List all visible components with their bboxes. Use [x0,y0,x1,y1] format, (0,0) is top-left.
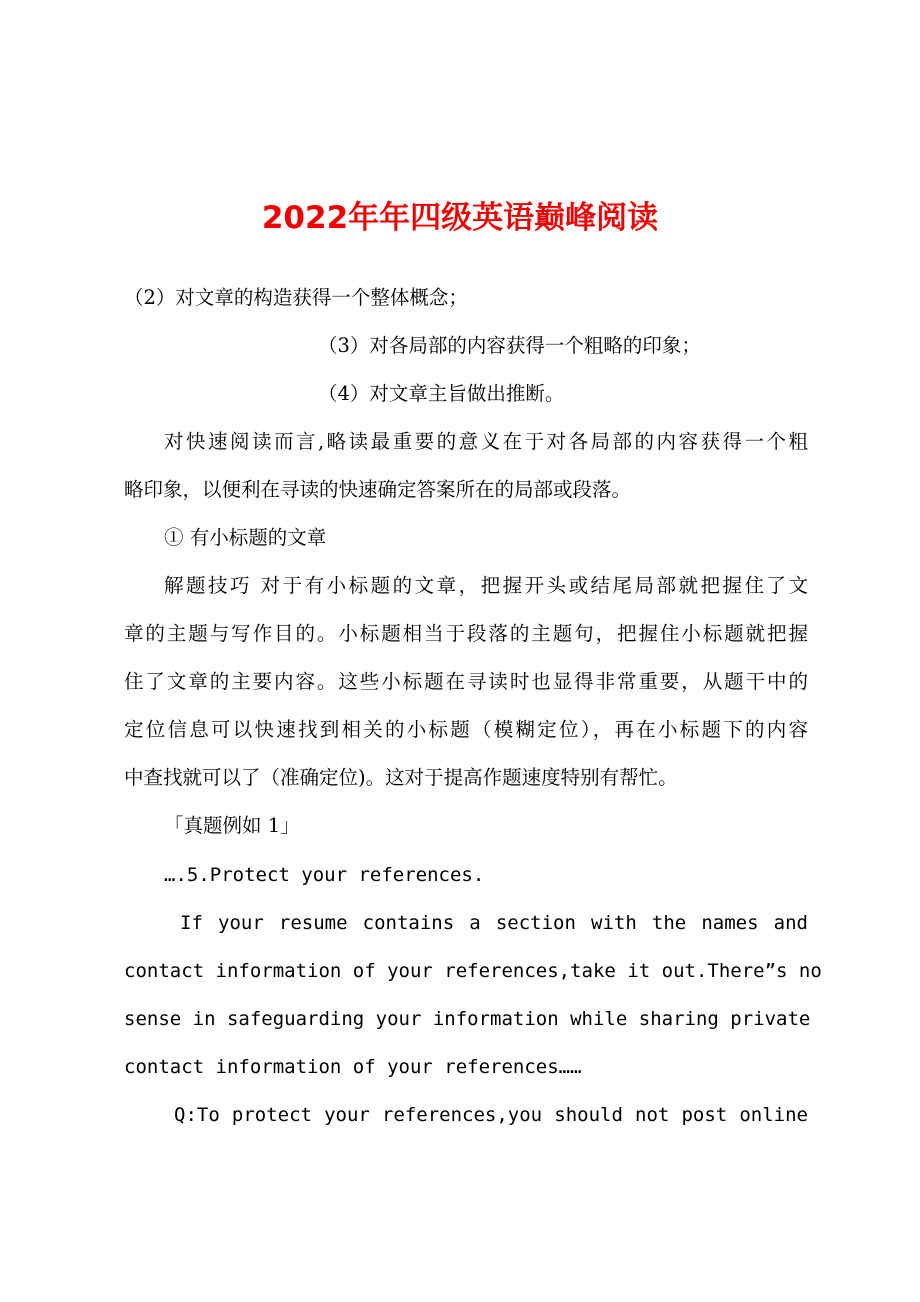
text-line: 解题技巧 对于有小标题的文章，把握开头或结尾局部就把握住了文 [164,574,808,597]
text-line: （3）对各局部的内容获得一个粗略的印象； [318,334,701,357]
text-line: 略印象，以便利在寻读的快速确定答案所在的局部或段落。 [124,478,632,501]
text-line: 章的主题与写作目的。小标题相当于段落的主题句，把握住小标题就把握 [124,622,808,645]
text-line: If your resume contains a section with the names and [180,912,808,934]
example-label: 「真题例如 1」 [164,814,300,837]
text-line: 对快速阅读而言,略读最重要的意义在于对各局部的内容获得一个粗 [164,430,808,453]
text-line: ….5.Protect your references. [164,864,485,886]
document-title: 2022年年四级英语巅峰阅读 [261,200,659,236]
text-line: sense in safeguarding your information while sharing private [124,1008,811,1030]
text-line: （2）对文章的构造获得一个整体概念； [124,286,468,309]
text-line: 定位信息可以快速找到相关的小标题（模糊定位），再在小标题下的内容 [124,718,808,741]
text-line: contact information of your references,take it out.There”s no [124,960,822,982]
text-line: contact information of your references…… [124,1056,582,1078]
section-heading: ① 有小标题的文章 [164,526,327,549]
text-line: Q:To protect your references,you should not post online [174,1104,808,1126]
text-line: 中查找就可以了（准确定位)。这对于提高作题速度特别有帮忙。 [124,766,678,789]
text-line: 住了文章的主要内容。这些小标题在寻读时也显得非常重要，从题干中的 [124,670,808,693]
text-line: （4）对文章主旨做出推断。 [318,382,565,405]
